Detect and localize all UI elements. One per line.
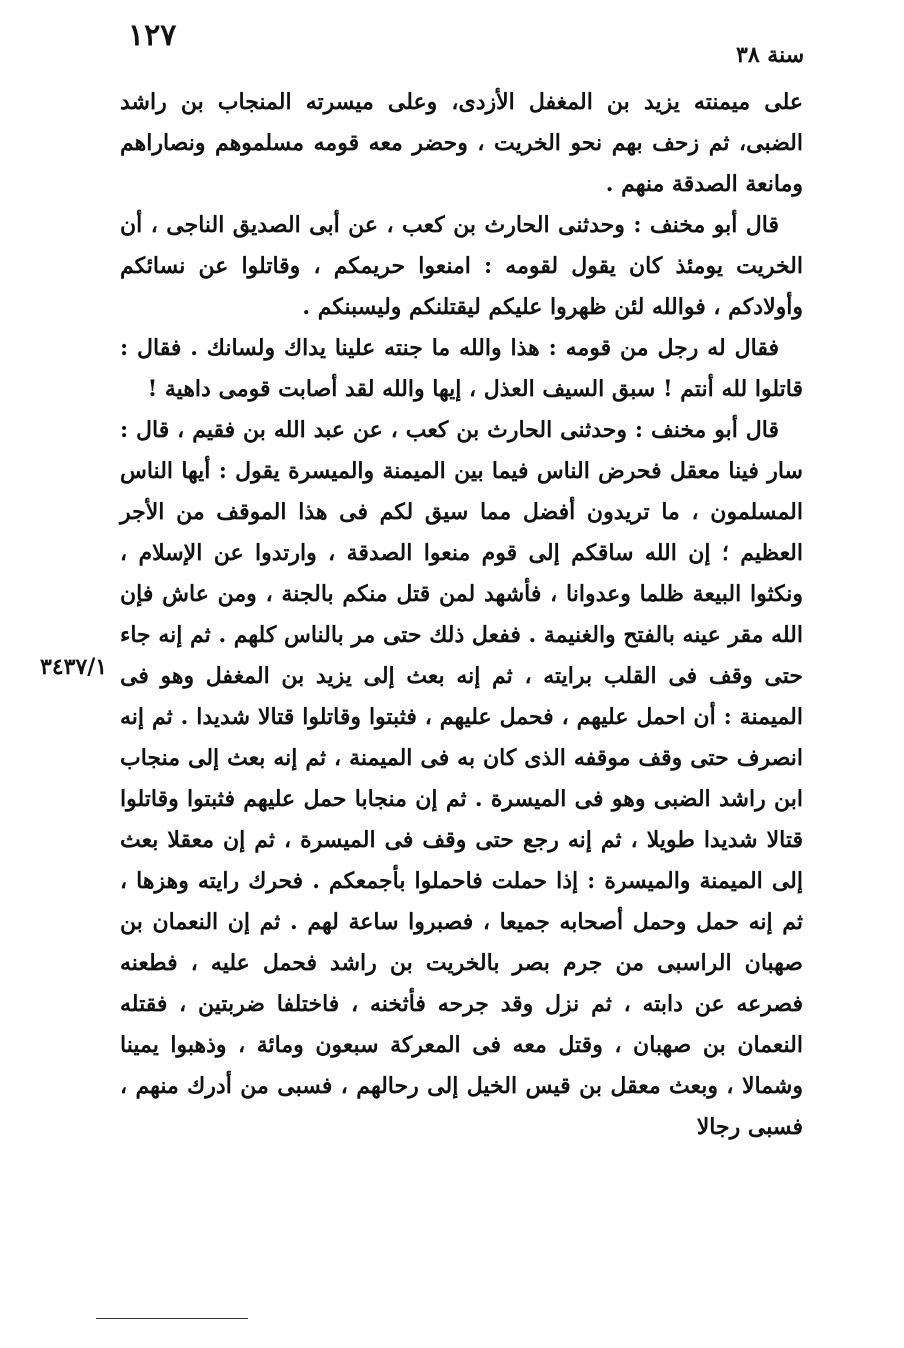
page-number: ١٢٧	[128, 18, 177, 53]
main-text-block	[120, 82, 803, 1148]
margin-reference-number: ٣٤٣٧/١	[40, 654, 108, 680]
paragraph-2: قال أبو مخنف : وحدثنى الحارث بن كعب ، عن أبى الصديق الناجى ، أن الخريت يومئذ كان يقول لقومه : امنعوا حريمكم ، وقاتلوا عن نسائكم وأولادكم ، فوالله لئن ظهروا عليكم ليقتلنكم وليسبنكم .	[120, 212, 803, 320]
footnote-divider	[96, 1318, 248, 1319]
paragraph-4: قال أبو مخنف : وحدثنى الحارث بن كعب ، عن عبد الله بن فقيم ، قال : سار فينا معقل فحرض الناس فيما بين الميمنة والميسرة يقول : أيها الناس المسلمون ، ما تريدون أفضل مما سيق لكم فى هذا الموقف من الأجر العظيم ؛ إن الله ساقكم إلى قوم منعوا الصدقة ، وارتدوا عن الإسلام ، ونكثوا البيعة ظلما وعدوانا ، فأشهد لمن قتل منكم بالجنة ، ومن عاش فإن الله مقر عينه بالفتح والغنيمة . ففعل ذلك حتى مر بالناس كلهم . ثم إنه جاء حتى وقف فى القلب برايته ، ثم إنه بعث إلى يزيد بن المغفل وهو فى الميمنة : أن احمل عليهم ، فحمل عليهم ، فثبتوا وقاتلوا قتالا شديدا . ثم إنه انصرف حتى وقف موقفه الذى كان به فى الميمنة ، ثم إنه بعث إلى منجاب ابن راشد الضبى وهو فى الميسرة . ثم إن منجابا حمل عليهم فثبتوا وقاتلوا قتالا شديدا طويلا ، ثم إنه رجع حتى وقف فى الميسرة ، ثم إن معقلا بعث إلى الميمنة والميسرة : إذا حملت فاحملوا بأجمعكم . فحرك رايته وهزها ، ثم إنه حمل وحمل أصحابه جميعا ، فصبروا ساعة لهم . ثم إن النعمان بن صهبان الراسبى من جرم بصر بالخريت بن راشد فحمل عليه ، فطعنه فصرعه عن دابته ، ثم نزل وقد جرحه فأثخنه ، فاختلفا ضربتين ، فقتله النعمان بن صهبان ، وقتل معه فى المعركة سبعون ومائة ، وذهبوا يمينا وشمالا ، وبعث معقل بن قيس الخيل إلى رحالهم ، فسبى من أدرك منهم ، فسبى رجالا	[120, 417, 804, 1140]
running-header-year: سنة ٣٨	[736, 42, 805, 68]
paragraph-3: فقال له رجل من قومه : هذا والله ما جنته علينا يداك ولسانك . فقال : قاتلوا لله أنتم ! سبق السيف العذل ، إيها والله لقد أصابت قومى داهية !	[120, 335, 803, 402]
paragraph-1: على ميمنته يزيد بن المغفل الأزدى، وعلى ميسرته المنجاب بن راشد الضبى، ثم زحف بهم نحو الخريت ، وحضر معه قومه مسلموهم ونصاراهم ومانعة الصدقة منهم .	[120, 89, 803, 197]
